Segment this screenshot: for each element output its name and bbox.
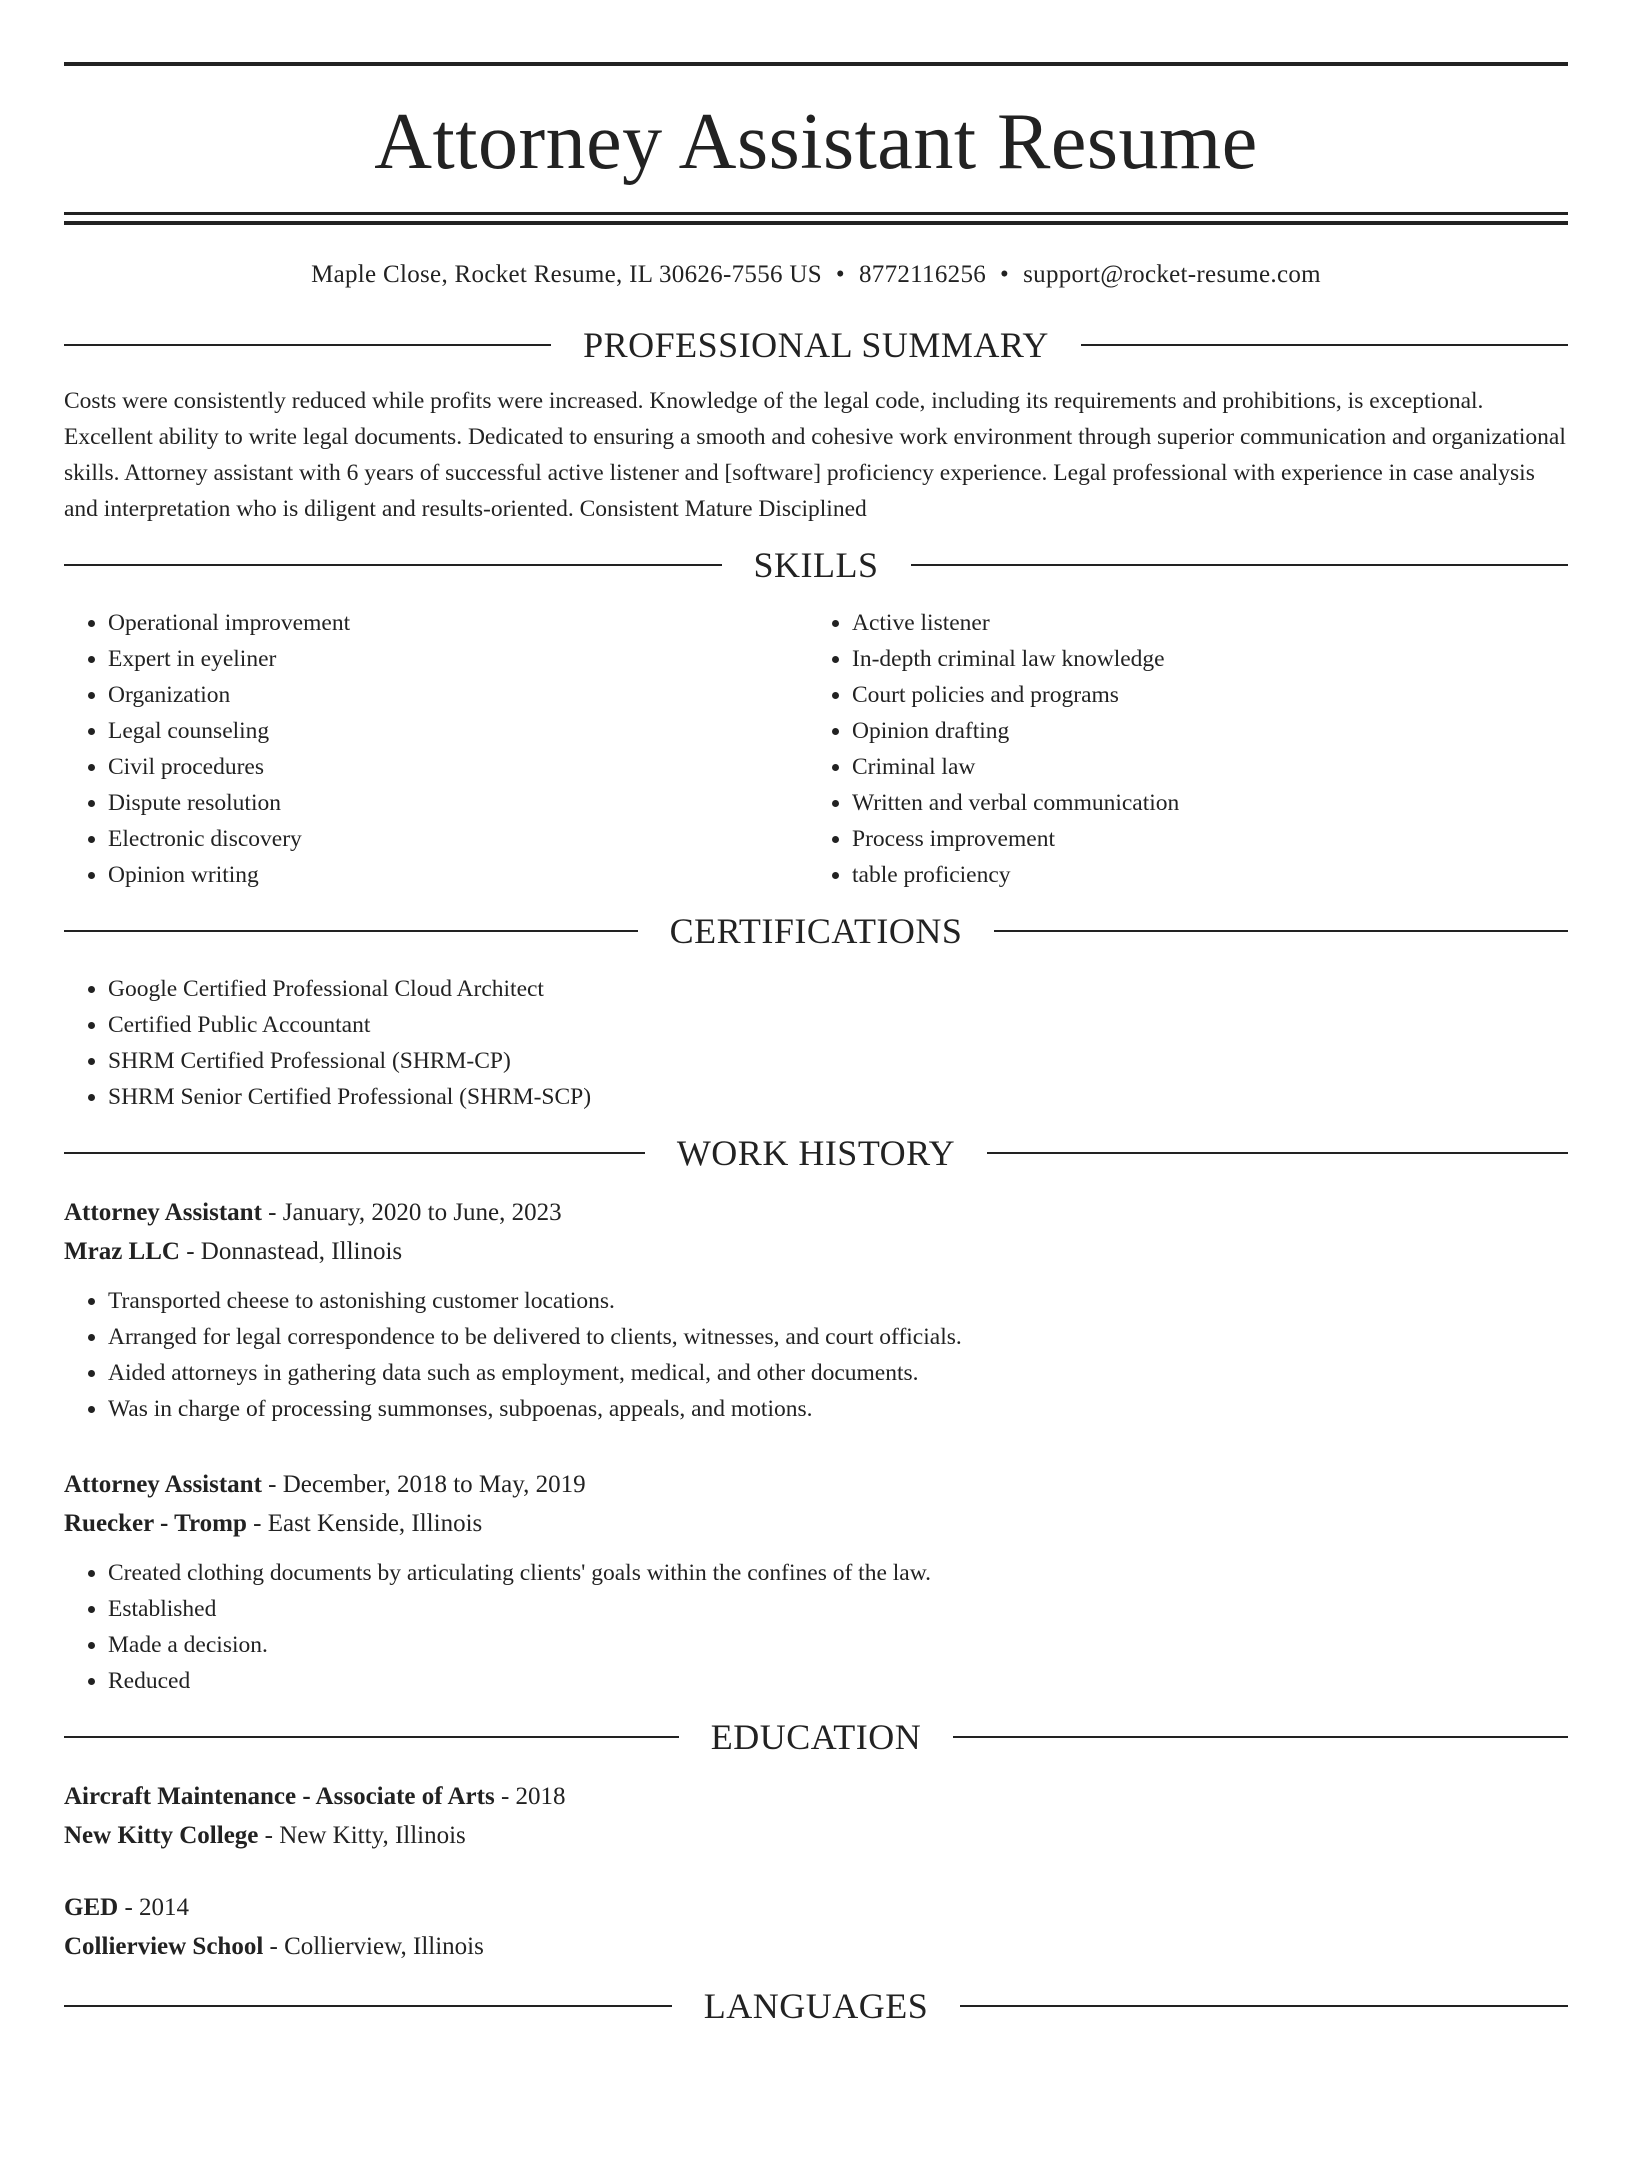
- certification-item: • Certified Public Accountant: [108, 1007, 1568, 1043]
- education-entry: [64, 1777, 1568, 1855]
- job-duty: • Transported cheese to astonishing customer locations.: [108, 1283, 1568, 1319]
- contact-separator: •: [1000, 261, 1010, 288]
- skill-item: • Court policies and programs: [852, 677, 1568, 713]
- title-double-rule: [64, 212, 1568, 225]
- divider-line: [64, 344, 551, 346]
- education-location: - Collierview, Illinois: [263, 1933, 484, 1960]
- certification-item: • Google Certified Professional Cloud Architect: [108, 971, 1568, 1007]
- job-duty: • Arranged for legal correspondence to be delivered to clients, witnesses, and court officials.: [108, 1319, 1568, 1355]
- contact-separator: •: [835, 261, 845, 288]
- job-title-line: [64, 1193, 1568, 1232]
- section-title: EDUCATION: [710, 1717, 922, 1757]
- education-degree-line: [64, 1777, 1568, 1816]
- job-entry: [64, 1193, 1568, 1427]
- divider-line: [960, 2005, 1568, 2007]
- job-duty: • Made a decision.: [108, 1627, 1568, 1663]
- skill-item: • table proficiency: [852, 857, 1568, 893]
- divider-line: [64, 1736, 679, 1738]
- contact-phone: 8772116256: [858, 261, 987, 288]
- education-school-line: [64, 1816, 1568, 1855]
- contact-address: Maple Close, Rocket Resume, IL 30626-7556 US: [311, 261, 822, 288]
- job-location: - Donnastead, Illinois: [179, 1238, 403, 1265]
- job-duty: • Reduced: [108, 1663, 1568, 1699]
- education-entry: [64, 1888, 1568, 1966]
- skill-item: • Opinion drafting: [852, 713, 1568, 749]
- education-year: - 2014: [118, 1894, 190, 1921]
- section-heading-certifications: [64, 913, 1568, 949]
- section-heading-languages: [64, 1988, 1568, 2024]
- job-duty: • Created clothing documents by articulating clients' goals within the confines of the law.: [108, 1555, 1568, 1591]
- divider-line: [64, 2005, 672, 2007]
- section-title: SKILLS: [753, 545, 879, 585]
- section-heading-skills: [64, 547, 1568, 583]
- divider-line: [64, 1152, 645, 1154]
- skill-item: • Written and verbal communication: [852, 785, 1568, 821]
- section-title: LANGUAGES: [703, 1986, 929, 2026]
- skill-item: • Opinion writing: [108, 857, 816, 893]
- section-heading-summary: [64, 327, 1568, 363]
- education-location: - New Kitty, Illinois: [258, 1822, 466, 1849]
- skill-item: • Dispute resolution: [108, 785, 816, 821]
- skill-item: • Organization: [108, 677, 816, 713]
- job-duties: [64, 1555, 1568, 1699]
- section-title: CERTIFICATIONS: [669, 911, 963, 951]
- education-school: Collierview School: [64, 1933, 264, 1960]
- job-duties: [64, 1283, 1568, 1427]
- job-title: Attorney Assistant: [64, 1199, 262, 1226]
- job-title: Attorney Assistant: [64, 1471, 262, 1498]
- job-dates: - December, 2018 to May, 2019: [261, 1471, 586, 1498]
- skill-item: • Expert in eyeliner: [108, 641, 816, 677]
- divider-line: [64, 564, 722, 566]
- job-duty: • Was in charge of processing summonses, subpoenas, appeals, and motions.: [108, 1391, 1568, 1427]
- section-title: WORK HISTORY: [676, 1133, 956, 1173]
- skill-item: • Active listener: [852, 605, 1568, 641]
- skill-item: • Electronic discovery: [108, 821, 816, 857]
- job-duty: • Established: [108, 1591, 1568, 1627]
- divider-line: [911, 564, 1569, 566]
- section-heading-work-history: [64, 1135, 1568, 1171]
- divider-line: [953, 1736, 1568, 1738]
- skill-item: • Legal counseling: [108, 713, 816, 749]
- certification-item: • SHRM Certified Professional (SHRM-CP): [108, 1043, 1568, 1079]
- divider-line: [64, 930, 638, 932]
- certifications-list: [64, 971, 1568, 1115]
- section-title: PROFESSIONAL SUMMARY: [583, 325, 1049, 365]
- education-degree: Aircraft Maintenance - Associate of Arts: [64, 1783, 495, 1810]
- education-year: - 2018: [494, 1783, 566, 1810]
- skill-item: • Civil procedures: [108, 749, 816, 785]
- job-company-line: [64, 1504, 1568, 1543]
- divider-line: [994, 930, 1568, 932]
- job-company: Ruecker - Tromp: [64, 1510, 247, 1537]
- contact-line: [64, 261, 1568, 289]
- education-degree: GED: [64, 1894, 119, 1921]
- job-company-line: [64, 1232, 1568, 1271]
- job-entry: [64, 1465, 1568, 1699]
- skill-item: • In-depth criminal law knowledge: [852, 641, 1568, 677]
- certification-item: • SHRM Senior Certified Professional (SHRM-SCP): [108, 1079, 1568, 1115]
- top-rule: [64, 62, 1568, 66]
- section-heading-education: [64, 1719, 1568, 1755]
- education-school: New Kitty College: [64, 1822, 259, 1849]
- divider-line: [987, 1152, 1568, 1154]
- page-title: Attorney Assistant Resume: [374, 98, 1258, 186]
- education-degree-line: [64, 1888, 1568, 1927]
- summary-text: Costs were consistently reduced while profits were increased. Knowledge of the legal code, including its requirements and prohibitions, is exceptional. Excellent ability to write legal documents. Dedicated to ensuring a smooth and cohesive work environment through superior communication and organizational skills. Attorney assistant with 6 years of successful active listener and [software] proficiency experience. Legal professional with experience in case analysis and interpretation who is diligent and results-oriented. Consistent Mature Disciplined: [64, 388, 1566, 522]
- skills-column-right: [816, 605, 1568, 893]
- skill-item: • Operational improvement: [108, 605, 816, 641]
- skills-column-left: [64, 605, 816, 893]
- job-dates: - January, 2020 to June, 2023: [261, 1199, 562, 1226]
- education-school-line: [64, 1927, 1568, 1966]
- job-duty: • Aided attorneys in gathering data such as employment, medical, and other documents.: [108, 1355, 1568, 1391]
- skills-list: [64, 605, 1568, 893]
- job-title-line: [64, 1465, 1568, 1504]
- job-location: - East Kenside, Illinois: [246, 1510, 483, 1537]
- skill-item: • Criminal law: [852, 749, 1568, 785]
- skill-item: • Process improvement: [852, 821, 1568, 857]
- contact-email: support@rocket-resume.com: [1023, 261, 1321, 288]
- divider-line: [1081, 344, 1568, 346]
- job-company: Mraz LLC: [64, 1238, 180, 1265]
- resume-page: [0, 62, 1632, 2174]
